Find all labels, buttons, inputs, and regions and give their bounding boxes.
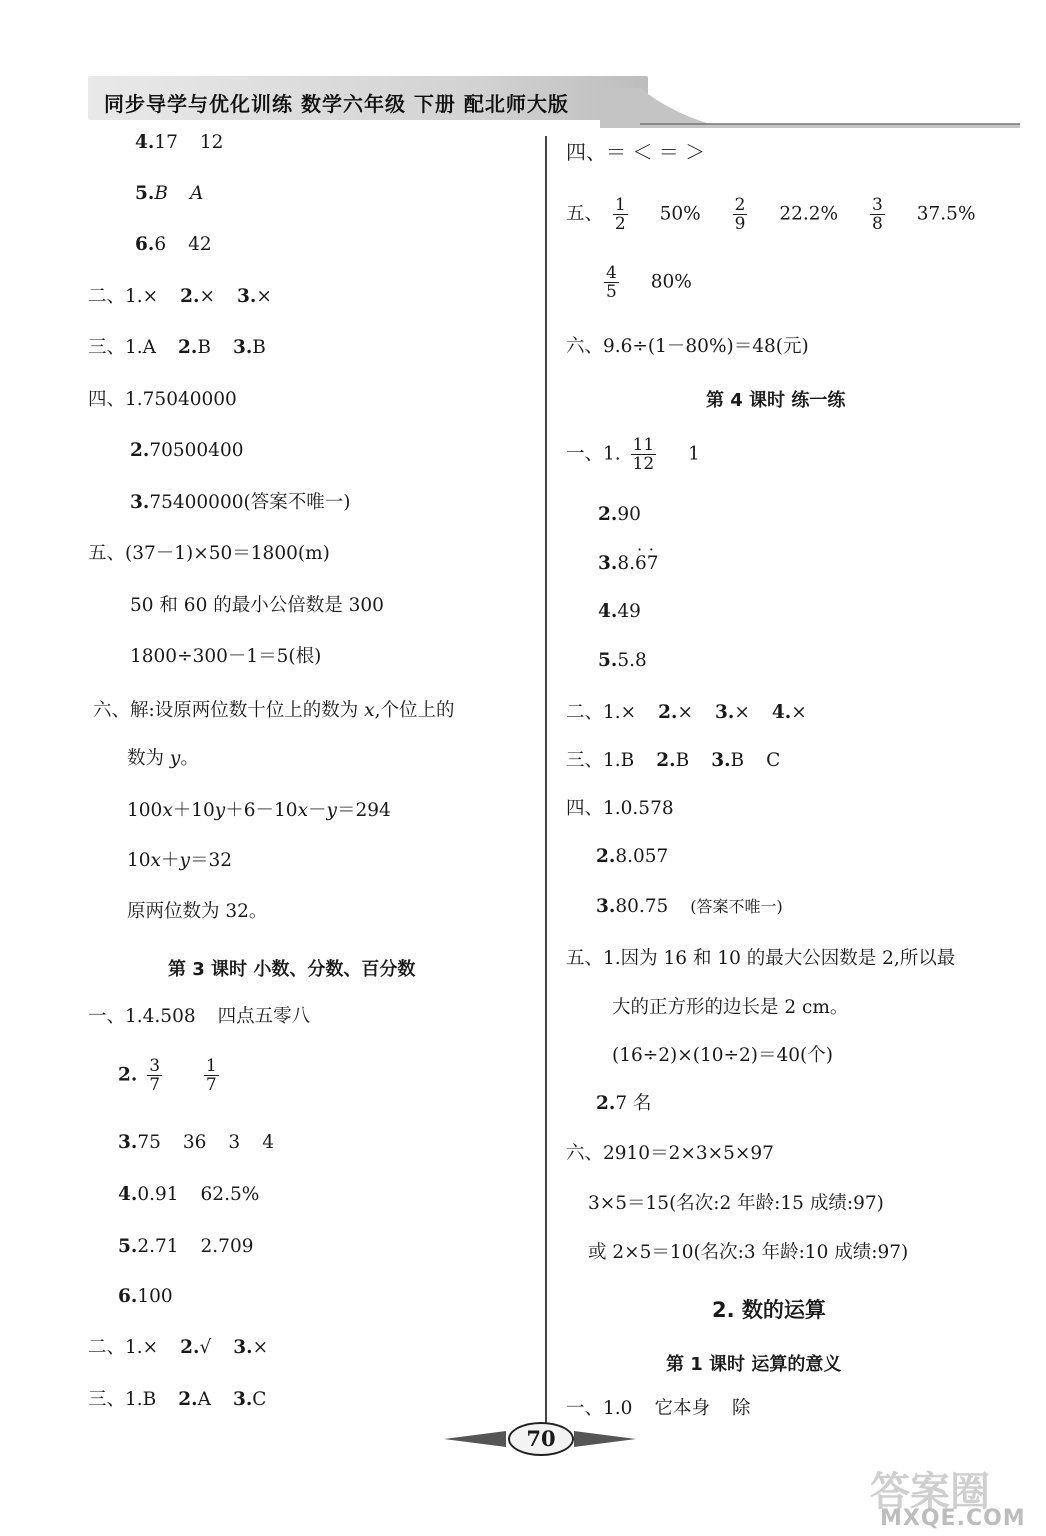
answer-line: 五、 $\frac{1}{2}$ 50% $\frac{2}{9}$ 22.2% $\frac{3}{8}$ 37.5% bbox=[566, 195, 976, 234]
answer-line: 六、解:设原两位数十位上的数为 x,个位上的 bbox=[93, 700, 455, 721]
answer-line: 5.B A bbox=[135, 183, 204, 204]
fraction: $\frac{3}{8}$ bbox=[872, 195, 883, 234]
answer-line: 一、1. $\frac{11}{12}$ 1 bbox=[566, 435, 700, 474]
answer-line: 4.17 12 bbox=[135, 132, 224, 153]
answer-line: 3.75400000(答案不唯一) bbox=[130, 492, 351, 513]
answer-line: 四、1.0.578 bbox=[566, 798, 674, 819]
fraction: $\frac{3}{7}$ bbox=[149, 1056, 161, 1095]
answer-line: 二、1.× 2.× 3.× 4.× bbox=[566, 702, 807, 723]
section-heading: 第 4 课时 练一练 bbox=[706, 390, 846, 411]
answer-line: 原两位数为 32。 bbox=[127, 901, 268, 922]
fraction: $\frac{4}{5}$ bbox=[606, 263, 617, 302]
answer-line: 2.70500400 bbox=[130, 440, 244, 461]
answer-line: 2.8.057 bbox=[596, 846, 669, 867]
answer-line: 3.8.· 6· 7 bbox=[598, 553, 659, 575]
fraction: $\frac{2}{9}$ bbox=[734, 195, 746, 234]
answer-line: 4.0.91 62.5% bbox=[118, 1184, 260, 1205]
answer-line: 5.5.8 bbox=[598, 650, 647, 671]
section-heading: 第 3 课时 小数、分数、百分数 bbox=[168, 959, 416, 980]
fraction: $\frac{1}{7}$ bbox=[205, 1056, 217, 1095]
answer-line: 或 2×5＝10(名次:3 年龄:10 成绩:97) bbox=[588, 1242, 909, 1263]
answer-line: 2.90 bbox=[598, 504, 641, 525]
answer-line: 大的正方形的边长是 2 cm。 bbox=[612, 997, 849, 1018]
answer-line: 6.100 bbox=[118, 1286, 173, 1307]
answer-line: 2. $\frac{3}{7}$ $\frac{1}{7}$ bbox=[118, 1056, 217, 1095]
page-number: 70 bbox=[508, 1422, 574, 1456]
answer-line: 4.49 bbox=[598, 601, 641, 622]
answer-line: 50 和 60 的最小公倍数是 300 bbox=[130, 595, 384, 616]
answer-line: 五、(37－1)×50＝1800(m) bbox=[88, 543, 330, 564]
answer-line: 四、＝ ＜ ＝ ＞ bbox=[566, 140, 706, 164]
answer-line: 2.7 名 bbox=[596, 1093, 652, 1114]
answer-line: (16÷2)×(10÷2)＝40(个) bbox=[612, 1045, 833, 1066]
answer-line: 三、1.B 2.B 3.B C bbox=[566, 750, 781, 771]
answer-line: 三、1.B 2.A 3.C bbox=[88, 1389, 267, 1410]
answer-line: 二、1.× 2.× 3.× bbox=[88, 286, 272, 307]
answer-line: 三、1.A 2.B 3.B bbox=[88, 337, 266, 358]
book-title: 同步导学与优化训练 数学六年级 下册 配北师大版 bbox=[104, 92, 569, 116]
answer-line: 四、1.75040000 bbox=[88, 389, 237, 410]
answer-line: 六、9.6÷(1－80%)＝48(元) bbox=[566, 336, 809, 357]
fraction: $\frac{1}{2}$ bbox=[614, 195, 626, 234]
answer-line: 10x＋y＝32 bbox=[127, 850, 232, 871]
answer-line: 3.75 36 3 4 bbox=[118, 1132, 274, 1153]
answer-line: 一、1.0 它本身 除 bbox=[566, 1398, 751, 1419]
answer-line: 5.2.71 2.709 bbox=[118, 1236, 254, 1257]
answer-line: 数为 y。 bbox=[127, 748, 199, 769]
chapter-title: 2. 数的运算 bbox=[712, 1298, 826, 1322]
fraction: $\frac{11}{12}$ bbox=[632, 435, 655, 474]
header-tail-decoration bbox=[600, 88, 1020, 128]
watermark-url: MXQE.COM bbox=[880, 1506, 1026, 1531]
watermark-brand: 答案圈 bbox=[870, 1469, 990, 1515]
answer-line: 3×5＝15(名次:2 年龄:15 成绩:97) bbox=[588, 1193, 884, 1214]
page-header bbox=[0, 70, 1046, 130]
answer-line: 100x＋10y＋6－10x－y＝294 bbox=[127, 800, 391, 821]
page-number-ornament bbox=[440, 1418, 640, 1458]
section-heading: 第 1 课时 运算的意义 bbox=[666, 1354, 842, 1375]
answer-line: 3.80.75 (答案不唯一) bbox=[596, 896, 783, 917]
answer-line: 一、1.4.508 四点五零八 bbox=[88, 1006, 311, 1027]
answer-line: 二、1.× 2.√ 3.× bbox=[88, 1337, 269, 1358]
answer-line: 1800÷300－1＝5(根) bbox=[130, 646, 322, 667]
answer-line: 五、1.因为 16 和 10 的最大公因数是 2,所以最 bbox=[566, 948, 956, 969]
answer-line: 六、2910＝2×3×5×97 bbox=[566, 1143, 774, 1164]
answer-line: $\frac{4}{5}$ 80% bbox=[606, 263, 692, 302]
answer-line: 6.6 42 bbox=[135, 234, 212, 255]
column-divider bbox=[545, 136, 547, 1426]
